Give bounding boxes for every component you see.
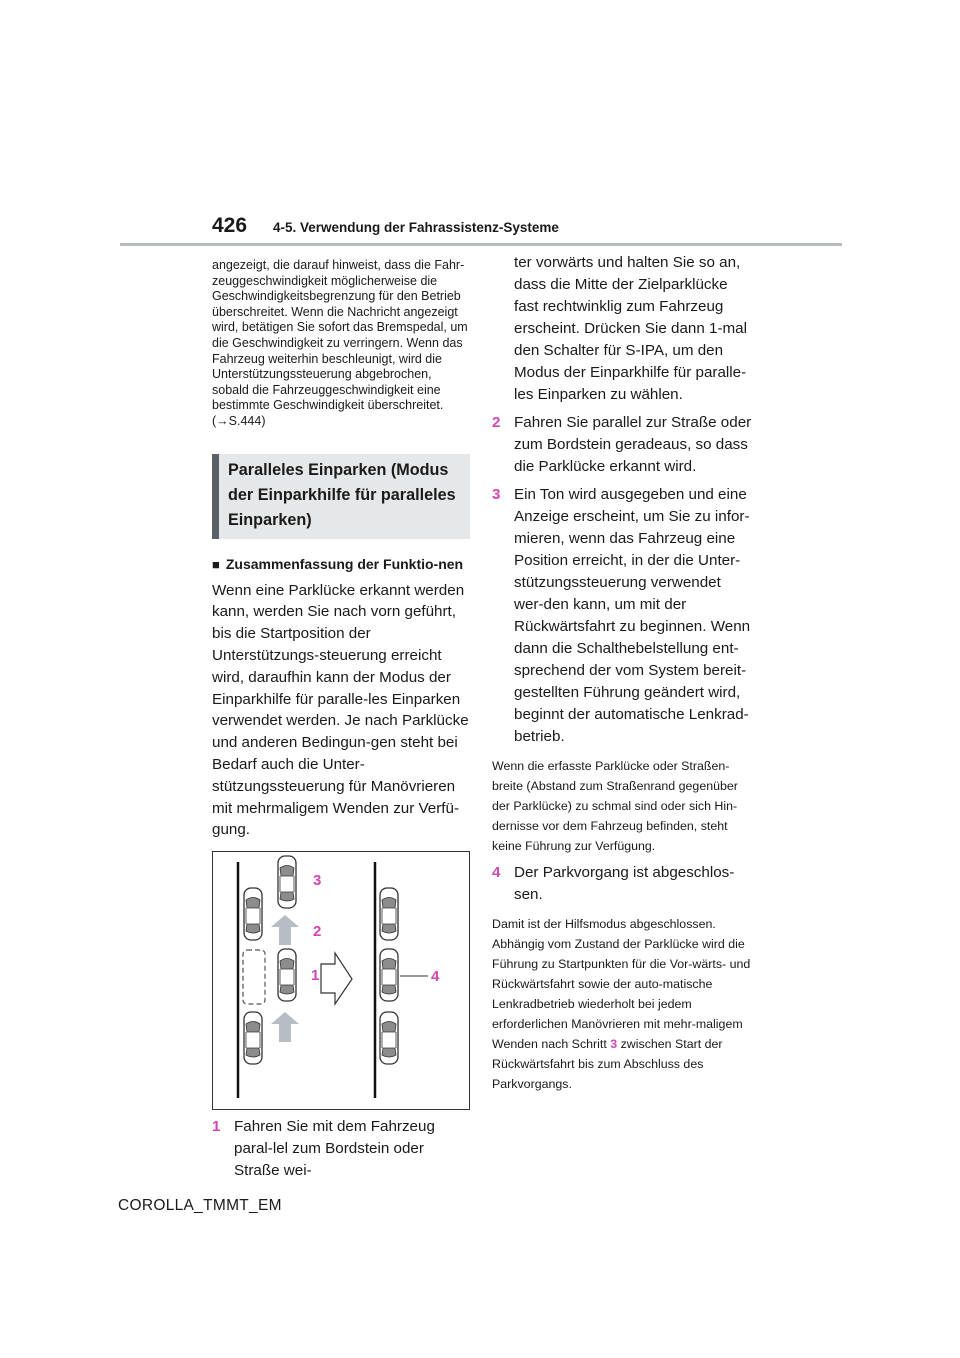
forward-arrow-icon [271,915,299,945]
page-number: 426 [212,214,248,237]
parking-diagram [212,851,470,1110]
step-number: 4 [492,864,501,881]
note-completion [492,914,752,1094]
final-car-icon [380,949,398,1001]
step-3 [492,484,752,748]
parking-diagram-svg [213,852,469,1109]
step-text: Ein Ton wird ausgegeben und eine Anzeige erscheint, um Sie zu infor-mieren, wenn das Fahrzeug eine Position erreicht, in der die Unter-stützungssteuerung verwendet wer-den kann, um mit der Rückwärtsfahrt zu beginnen. Wenn dann die Schalthebelstellung ent-sprechend der vom System bereit-gestellten Führung geändert wird, beginnt der automatische Lenkrad-betrieb. [514,486,751,745]
parked-car-icon [380,888,398,940]
right-column [492,252,752,1094]
diagram-label-1: 1 [311,967,320,985]
forward-arrow-icon [271,1012,299,1042]
moving-car-icon [278,856,296,908]
note-step-ref: 3 [610,1037,618,1051]
left-column [212,258,470,1182]
parked-car-icon [380,1012,398,1064]
square-bullet-icon: ■ [212,556,220,572]
summary-paragraph: Wenn eine Parklücke erkannt werden kann, werden Sie nach vorn geführt, bis die Startposition der Unterstützungs-steuerung erreicht wird, daraufhin kann der Modus der Einparkhilfe für paralle-les Einparken verwendet werden. Je nach Parklücke und anderen Bedingun-gen steht bei Bedarf auch die Unter-stützungssteuerung für Manövrieren mit mehrmaligem Wenden zur Verfü-gung. [212,581,469,839]
step-number: 3 [492,486,501,503]
note-text: Damit ist der Hilfsmodus abgeschlossen. Abhängig vom Zustand der Parklücke wird die Führung zu Startpunkten für die Vor-wärts- und Rückwärtsfahrt sowie der auto-matische Lenkradbetrieb wiederholt bei jedem erforderlichen Manövrieren mit mehr-maligem Wenden nach Schritt [492,917,751,1051]
diagram-label-4: 4 [431,968,440,986]
intro-note: angezeigt, die darauf hinweist, dass die Fahr-zeuggeschwindigkeit möglicherweise die Geschwindigkeitsbegrenzung für den Betrieb überschreitet. Wenn die Nachricht angezeigt wird, betätigen Sie sofort das Bremspedal, um die Geschwindigkeit zu verringern. Wenn das Fahrzeug weiterhin beschleunigt, wird die Unterstützungssteuerung abgebrochen, sobald die Fahrzeuggeschwindigkeit eine bestimmte Geschwindigkeit überschreitet. (→S.444) [212,258,468,428]
diagram-label-2: 2 [313,923,322,941]
target-slot [243,950,265,1004]
transition-arrow-icon [321,953,352,1004]
section-title: 4-5. Verwendung der Fahrassistenz-Systeme [273,220,559,235]
section-heading: Paralleles Einparken (Modus der Einparkhilfe für paralleles Einparken) [228,460,456,529]
header-rule [120,243,842,246]
parked-car-icon [244,1012,262,1064]
step-text: Fahren Sie mit dem Fahrzeug paral-lel zum Bordstein oder Straße wei- [234,1118,435,1180]
step-text: Der Parkvorgang ist abgeschlos-sen. [514,864,735,903]
footer-code: COROLLA_TMMT_EM [118,1197,282,1214]
step-2 [492,412,752,478]
step-text: Fahren Sie parallel zur Straße oder zum Bordstein geradeaus, so dass die Parklücke erkannt wird. [514,414,752,475]
subheading [212,555,470,574]
subheading-text: Zusammenfassung der Funktio-nen [225,555,464,572]
step-1 [212,1116,470,1182]
step-number: 2 [492,414,501,431]
step-number: 1 [212,1118,221,1136]
step-4 [492,862,752,906]
step-1-continued: ter vorwärts und halten Sie so an, dass die Mitte der Zielparklücke fast rechtwinklig zum Fahrzeug erscheint. Drücken Sie dann 1-mal den Schalter für S-IPA, um den Modus der Einparkhilfe für paralle-les Einparken zu wählen. [514,254,747,403]
note-narrow-space: Wenn die erfasste Parklücke oder Straßen-breite (Abstand zum Straßenrand gegenüber der Parklücke) zu schmal sind oder sich Hin-dernisse vor dem Fahrzeug befinden, steht keine Führung zur Verfügung. [492,759,738,853]
moving-car-icon [278,949,296,1001]
diagram-label-3: 3 [313,872,322,890]
note-text: zwischen Start der Rückwärtsfahrt bis zum Abschluss des Parkvorgangs. [492,1037,723,1091]
section-heading-box [212,454,470,539]
parked-car-icon [244,888,262,940]
